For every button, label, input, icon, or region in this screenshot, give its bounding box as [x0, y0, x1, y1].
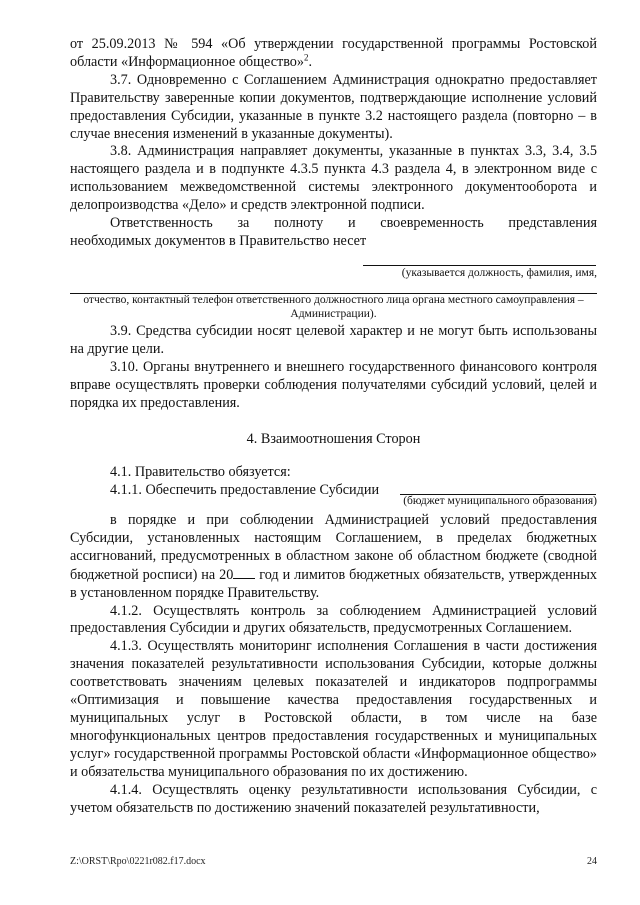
paragraph-intro: [70, 36, 597, 72]
footnote-ref: 2: [304, 52, 309, 63]
caption-responsible-2: отчество, контактный телефон ответственного должностного лица органа местного самоуправления –: [83, 294, 584, 306]
year-fill-line[interactable]: [233, 566, 255, 579]
paragraph-4-1-1-continuation: [70, 512, 597, 603]
lower-text-block: [70, 512, 597, 817]
caption-responsible-3: Администрации).: [290, 308, 377, 320]
paragraph-intro-text: от 25.09.2013 № 594 «Об утверждении государственной программы Ростовской области «Информационное общество»: [70, 36, 597, 70]
top-text-block: [70, 36, 597, 251]
paragraph-4-1-1-cont-b: год и лимитов бюджетных обязательств, утвержденных в установленном порядке Правительству.: [70, 566, 597, 601]
paragraph-4-1-4: 4.1.4. Осуществлять оценку результативности использования Субсидии, с учетом обязательств по достижению значений показателей результативности,: [70, 781, 597, 816]
paragraph-3-8: 3.8. Администрация направляет документы, указанные в пунктах 3.3, 3.4, 3.5 настоящего раздела и в подпункте 4.3.5 пункта 4.3 раздела 4, в электронном виде с использованием межведомственной системы электронного документооборота и делопроизводства «Дело» и средств электронной подписи.: [70, 143, 597, 214]
paragraph-3-9: 3.9. Средства субсидии носят целевой характер и не могут быть использованы на другие цели.: [70, 323, 597, 357]
paragraph-3-10: 3.10. Органы внутреннего и внешнего государственного финансового контроля вправе осуществлять проверки соблюдения получателями субсидий условий, целей и порядка их предоставления.: [70, 358, 597, 411]
footer-page-number: 24: [587, 856, 597, 867]
paragraph-4-1-1: 4.1.1. Обеспечить предоставление Субсидии: [110, 481, 380, 498]
paragraph-4-1-3: 4.1.3. Осуществлять мониторинг исполнения Соглашения в части достижения значения показателей результативности использования Субсидии, которые должны соответствовать значениям целевых показателей и индикаторов подпрограммы «Оптимизация и повышение качества предоставления государственных и муниципальных услуг в Ростовской области, в том числе на базе многофункциональных центров предоставления государственных и муниципальных услуг» государственной программы Ростовской области «Информационное общество» и обязательства муниципального образования по их достижению.: [70, 638, 597, 780]
paragraph-4-1-2: 4.1.2. Осуществлять контроль за соблюдением Администрацией условий предоставления Субсидии и других обязательств, предусмотренных Соглашением.: [70, 602, 597, 637]
paragraph-3-7: 3.7. Одновременно с Соглашением Администрация однократно предоставляет Правительству заверенные копии документов, подтверждающие исполнение условий предоставления Субсидии, указанные в пункте 3.2 настоящего раздела (повторно – в случае внесения изменений в указанные документы).: [70, 71, 597, 142]
paragraph-responsibility-line1: Ответственность за полноту и своевременность представления: [110, 215, 597, 232]
paragraph-4-1: 4.1. Правительство обязуется:: [110, 464, 291, 480]
paragraph-4-1-1-cont-a: в порядке и при соблюдении Администрацией условий предоставления Субсидии, установленных настоящим Соглашением, в пределах бюджетных ассигнований, предусмотренных в областном законе об областном бюджете (сводной бюджетной росписи) на 20: [70, 512, 597, 583]
footer-file-path: Z:\ORST\Rpo\0221r082.f17.docx: [70, 856, 206, 867]
paragraph-intro-end: .: [308, 53, 313, 70]
caption-budget: (бюджет муниципального образования): [403, 495, 597, 507]
middle-text-block: [70, 323, 597, 413]
caption-responsible-1: (указывается должность, фамилия, имя,: [401, 267, 597, 279]
section-heading: 4. Взаимоотношения Сторон: [246, 431, 421, 447]
paragraph-responsibility-line2: необходимых документов в Правительство несет: [70, 232, 367, 249]
